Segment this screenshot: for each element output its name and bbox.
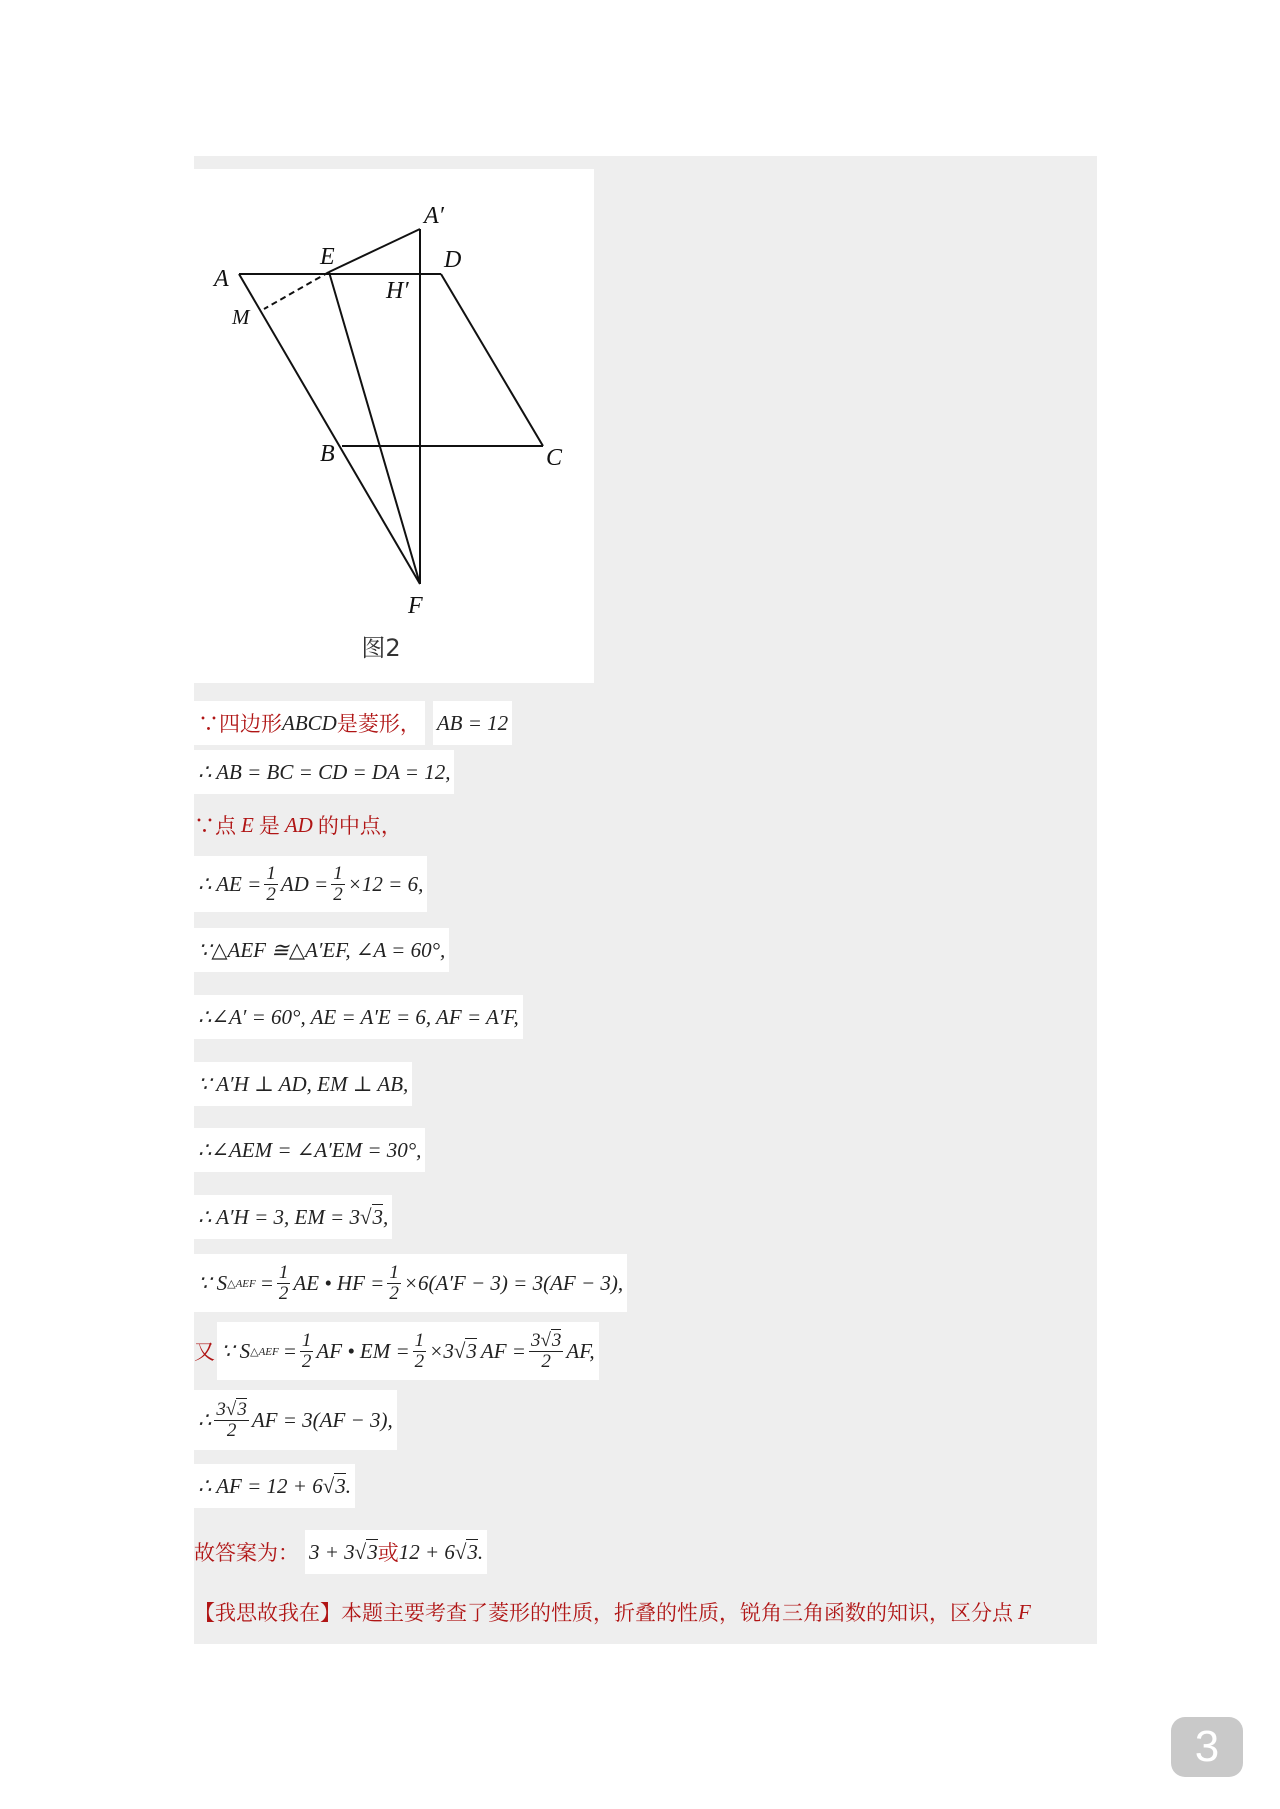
line-area-1: ∵ S △AEF = $\frac{1}{2}$ AE • HF = $\frac{1}{2}$ ×6(A′F − 3) = 3(AF − 3),	[194, 1254, 627, 1312]
line-midpoint: ∵点 E 是 AD 的中点，	[194, 812, 402, 838]
geometry-figure	[194, 169, 594, 683]
segment-AF	[239, 274, 420, 584]
label-H-prime: H′	[386, 278, 409, 304]
label-E: E	[320, 244, 335, 270]
page-number-badge: 3	[1171, 1717, 1243, 1777]
line-area-2: 又 ∵ S △AEF = $\frac{1}{2}$ AF • EM = $\frac{1}{2}$ ×3 √ 3 AF = $\frac{3√3}{2}$ AF,	[194, 1322, 599, 1380]
figure-caption: 图2	[361, 634, 401, 662]
line-sides-equal: ∴ AB = BC = CD = DA = 12,	[194, 750, 454, 794]
segment-DC	[441, 274, 543, 446]
line-equation: ∴ $\frac{3√3}{2}$ AF = 3(AF − 3),	[194, 1390, 397, 1450]
line-AF-result: ∴ AF = 12 + 6 √ 3 .	[194, 1464, 355, 1508]
line-AE-value: ∴ AE = $\frac{1}{2}$ AD = $\frac{1}{2}$ ×12 = 6,	[194, 856, 427, 912]
line-answer: 故答案为： 3 + 3 √ 3 或 12 + 6 √ 3 .	[194, 1530, 487, 1574]
line-reflection: 【我思故我在】 本题主要考查了菱形的性质，折叠的性质，锐角三角函数的知识，区分点 F	[194, 1599, 1031, 1625]
label-A: A	[214, 266, 229, 292]
line-angle-A-prime: ∴∠A′ = 60°, AE = A′E = 6, AF = A′F,	[194, 995, 523, 1039]
label-F: F	[408, 593, 423, 619]
line-congruent: ∵△AEF ≅△A′EF, ∠A = 60°,	[194, 928, 449, 972]
line-rhombus-given: ∵四边形 ABCD 是菱形， AB = 12	[194, 701, 512, 745]
line-perpendicular: ∵ A′H ⊥ AD, EM ⊥ AB,	[194, 1062, 412, 1106]
figure-svg	[194, 169, 594, 683]
label-B: B	[320, 441, 335, 467]
label-M: M	[232, 305, 250, 329]
line-EM-value: ∴ A′H = 3, EM = 3 √ 3 ,	[194, 1195, 392, 1239]
line-angle-AEM: ∴∠AEM = ∠A′EM = 30°,	[194, 1128, 425, 1172]
segment-EA-prime	[329, 229, 420, 272]
segment-EF	[329, 272, 420, 584]
label-C: C	[546, 445, 563, 471]
label-A-prime: A′	[424, 203, 444, 229]
label-D: D	[444, 247, 462, 273]
segment-EM-dashed	[264, 272, 329, 309]
